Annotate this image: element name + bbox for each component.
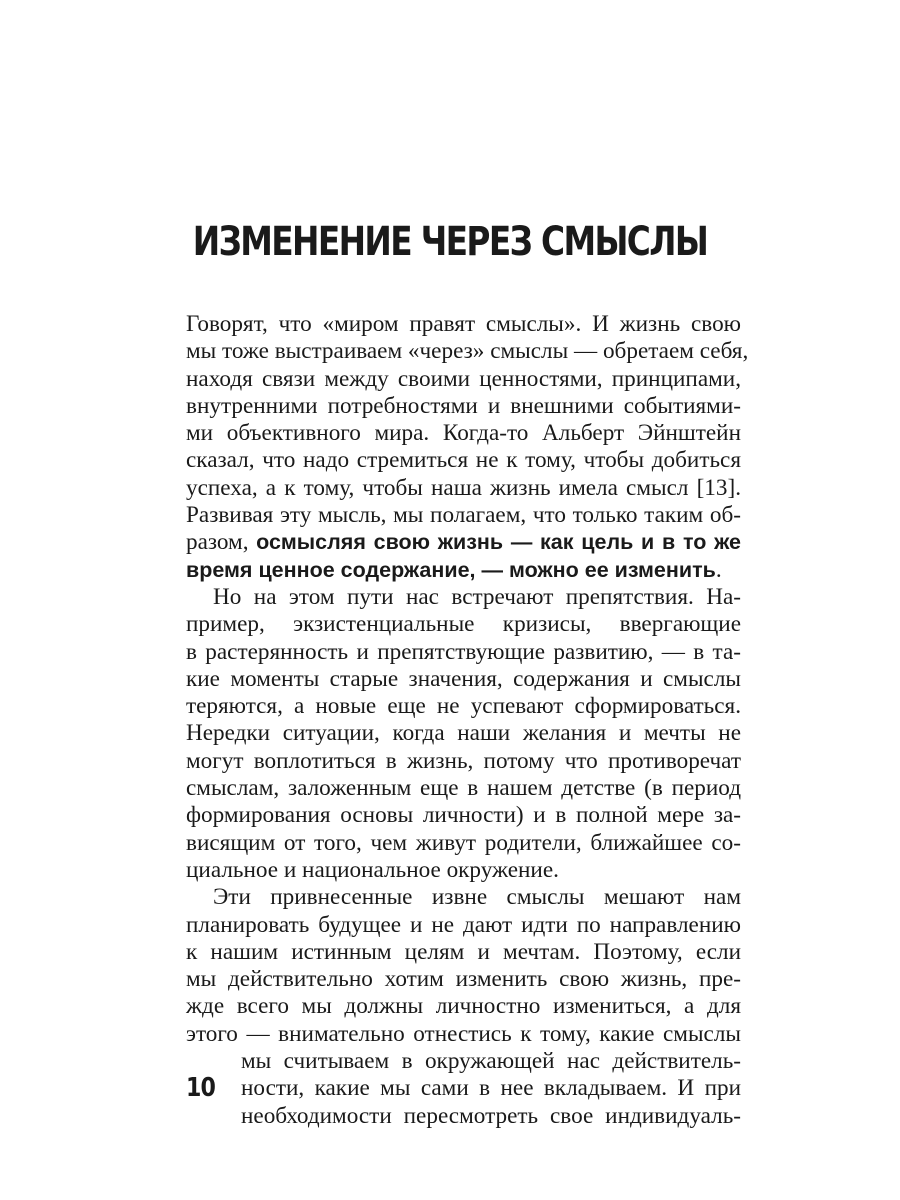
body-text	[186, 311, 749, 1130]
text-line: Развивая эту мысль, мы полагаем, что только таким об-	[186, 502, 741, 529]
text-line: в растерянность и препятствующие развитию, — в та-	[186, 638, 741, 665]
text-line: необходимости пересмотреть свое индивидуаль-	[241, 1102, 741, 1129]
emphasis-text: осмысляя свою жизнь — как цель и в то же	[256, 530, 741, 555]
emphasis-text: время ценное содержание, — можно ее изменить	[186, 557, 716, 582]
text-fragment: .	[715, 556, 722, 583]
text-line: Нередки ситуации, когда наши желания и мечты не	[186, 720, 741, 747]
text-line: планировать будущее и не дают идти по направлению	[186, 911, 741, 938]
text-line: мы считываем в окружающей нас действитель-	[241, 1048, 741, 1075]
text-line: теряются, а новые еще не успевают сформироваться.	[186, 693, 741, 720]
text-line: успеха, а к тому, чтобы наша жизнь имела смысл [13].	[186, 474, 741, 501]
text-line: циальное и национальное окружение.	[186, 856, 559, 883]
paragraph-3	[186, 884, 741, 1130]
paragraph-1	[186, 311, 749, 584]
text-line: ми объективного мира. Когда-то Альберт Эйнштейн	[186, 420, 741, 447]
text-line: находя связи между своими ценностями, принципами,	[186, 365, 741, 392]
chapter-title: ИЗМЕНЕНИЕ ЧЕРЕЗ СМЫСЛЫ	[192, 219, 708, 265]
text-line: пример, экзистенциальные кризисы, ввергающие	[186, 611, 741, 638]
text-line: могут воплотиться в жизнь, потому что противоречат	[186, 747, 741, 774]
text-line: внутренними потребностями и внешними событиями-	[186, 392, 741, 419]
text-line: жде всего мы должны личностно измениться, а для	[186, 993, 741, 1020]
text-line: сказал, что надо стремиться не к тому, чтобы добиться	[186, 447, 741, 474]
text-fragment: разом,	[186, 529, 257, 556]
text-line: ности, какие мы сами в нее вкладываем. И при	[241, 1075, 741, 1102]
text-line: кие моменты старые значения, содержания и смыслы	[186, 665, 741, 692]
text-line: Говорят, что «миром правят смыслы». И жизнь свою	[186, 311, 741, 337]
text-line: Но на этом пути нас встречают препятствия. На-	[213, 583, 741, 610]
page-number: 10	[186, 1073, 216, 1103]
text-line: мы действительно хотим изменить свою жизнь, пре-	[186, 966, 741, 993]
text-line: формирования основы личности) и в полной мере за-	[186, 802, 741, 829]
text-line: Эти привнесенные извне смыслы мешают нам	[213, 884, 741, 911]
text-line: этого — внимательно отнестись к тому, какие смыслы	[186, 1020, 741, 1047]
text-line	[186, 529, 741, 556]
text-line	[186, 557, 741, 584]
text-line: смыслам, заложенным еще в нашем детстве (в период	[186, 775, 741, 802]
text-line: мы тоже выстраиваем «через» смыслы — обретаем себя,	[186, 338, 749, 365]
paragraph-2	[186, 584, 741, 884]
text-line: к нашим истинным целям и мечтам. Поэтому, если	[186, 938, 741, 965]
text-line: висящим от того, чем живут родители, ближайшее со-	[186, 829, 741, 856]
